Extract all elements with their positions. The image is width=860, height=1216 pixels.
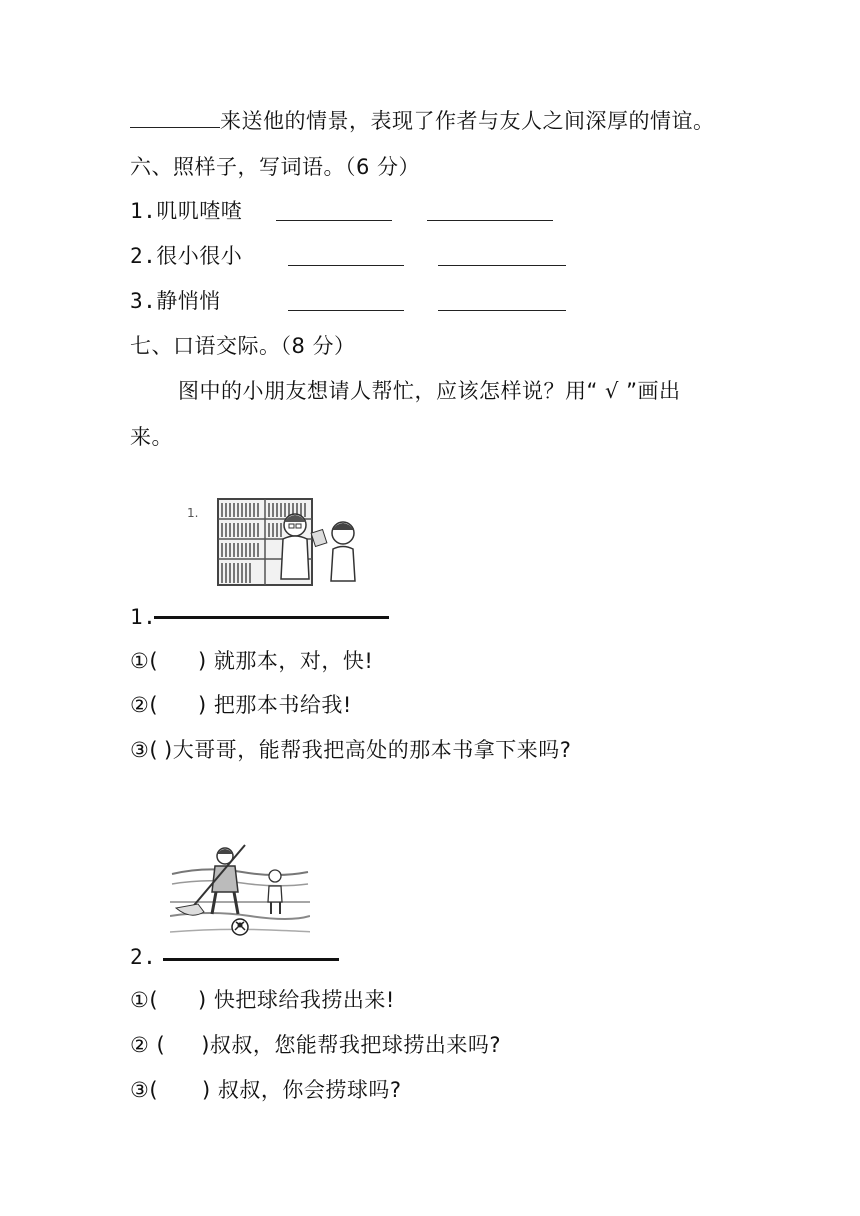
option-mark: ② ( [130,1033,166,1057]
answer-blank[interactable] [438,265,566,266]
section6-heading: 六、照样子，写词语。（6 分） [130,155,421,179]
option-close: ) [164,738,173,762]
instruction-line-2: 来。 [130,425,173,449]
item-number: 3. [130,289,157,313]
q2-option-2 [130,1032,501,1058]
previous-question-tail [130,108,715,134]
tail-text: 来送他的情景，表现了作者与友人之间深厚的情谊。 [220,109,715,133]
option-close: ) [202,1078,211,1102]
instruction-line-1: 图中的小朋友想请人帮忙，应该怎样说？用“ √ ”画出 [178,379,681,403]
word-item-1 [130,198,242,224]
answer-blank[interactable] [438,310,566,311]
option-mark: ③( [130,1078,159,1102]
answer-blank[interactable] [288,310,404,311]
option-close: ) [198,693,207,717]
q2-option-3 [130,1077,402,1103]
item-number: 2. [130,244,157,268]
q1-option-3 [130,737,571,763]
example-word: 静悄悄 [156,289,221,313]
q1-option-2 [130,692,352,718]
option-mark: ①( [130,988,159,1012]
ball-in-water-illustration [170,840,310,940]
option-text: 大哥哥，能帮我把高处的那本书拿下来吗? [172,738,572,762]
picture-label: 1. [187,506,199,520]
option-mark: ③( [130,738,159,762]
bookshelf-illustration [185,495,370,587]
q1-number: 1. [130,605,157,629]
section7-heading: 七、口语交际。（8 分） [130,334,356,358]
option-close: ) [198,649,207,673]
word-item-2 [130,243,242,269]
option-mark: ①( [130,649,159,673]
q1-answer-line[interactable] [154,616,389,619]
q2-option-1 [130,987,395,1013]
example-word: 叽叽喳喳 [156,199,243,223]
option-text: 就那本，对，快! [213,649,374,673]
option-text: 叔叔，您能帮我把球捞出来吗? [209,1033,502,1057]
option-close: ) [198,988,207,1012]
option-close: ) [201,1033,210,1057]
item-number: 1. [130,199,157,223]
option-text: 叔叔，你会捞球吗? [217,1078,402,1102]
answer-blank[interactable] [130,127,220,128]
q2-number: 2. [130,945,157,969]
q2-answer-line[interactable] [163,958,339,961]
q1-option-1 [130,648,373,674]
example-word: 很小很小 [156,244,243,268]
answer-blank[interactable] [288,265,404,266]
word-item-3 [130,288,221,314]
option-text: 把那本书给我! [213,693,352,717]
answer-blank[interactable] [427,220,553,221]
option-text: 快把球给我捞出来! [213,988,395,1012]
answer-blank[interactable] [276,220,392,221]
option-mark: ②( [130,693,159,717]
